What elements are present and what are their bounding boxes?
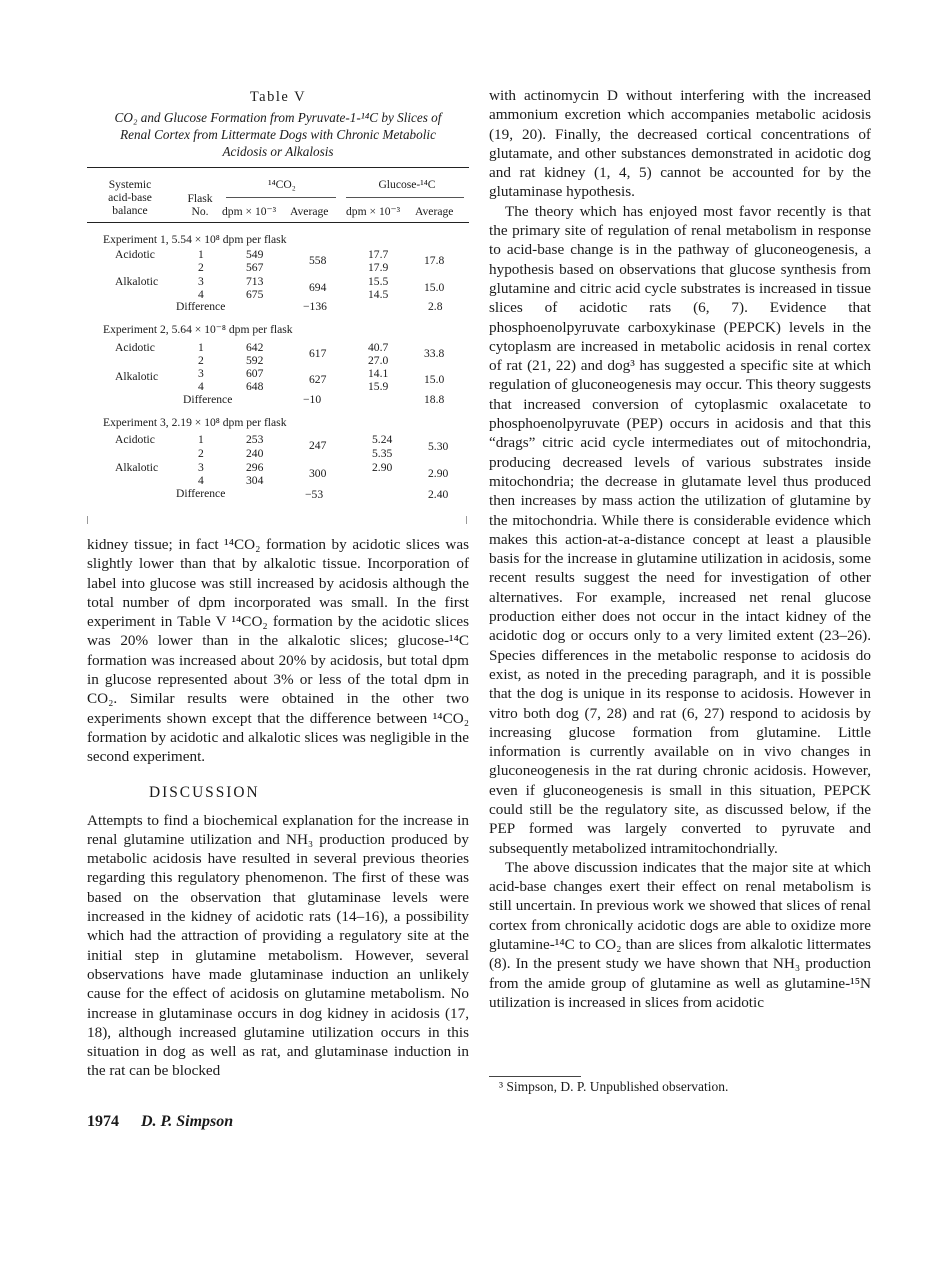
header-co2-rule: [226, 197, 336, 198]
difference-co2: −10: [303, 393, 322, 406]
footnote-rule: [489, 1076, 581, 1077]
paragraph: The theory which has enjoyed most favor recently is that the primary site of regulation of renal metabolism in response to acid-base change is in the pathway of gluconeogenesis, a hypothesis based on observations that glucose synthesis from glutamine and citric acid cycle substrates is increased in tissue slices of acidotic rats (6, 7). Evidence that phosphoenolpyruvate carboxykinase (PEPCK) levels in the cytoplasm are increased in metabolic acidosis in renal cortex of rat (21, 22) and dog³ has suggested a specific site at which regulation of gluconeogenesis may occur. This theory suggests that increased conversion of cytoplasmic oxalacetate to phosphoenolpyruvate (PEP) occurs in acidosis and that this “drags” citric acid cycle intermediates out of mitochondria, producing decreased levels of various substrates inside mitochondria; the decrease in glutamate level thus produced then increases by mass action the utilization of glutamine by the mitochondria. While there is considerable evidence which makes this action-at-a-distance concept at least a plausible basis for the increase in glutamine utilization in acidosis, some recent results suggest the need for investigation of other alternatives. For example, increased net renal glucose production either does not occur in the intact kidney of the acidotic dog or occurs only to a very limited extent (23–26). Species differences in the metabolic response to acidosis do exist, as noted in the preceding paragraph, and it is possible that the dog is unique in its response to acidosis. However in vitro both dog (7, 28) and rat (6, 27) respond to acidosis by increasing glucose formation from glutamine. Little information is currently available on in vivo changes in gluconeogenesis in the rat during chronic acidosis. However, even if gluconeogenesis is small in this situation, PEPCK could still be the regulatory site, as discussed below, if the PEP formed was largely converted to pyruvate and subsequently metabolized intramitochondrially.: [489, 202, 871, 857]
flask-no: 1: [198, 248, 204, 261]
co2-average: 247: [309, 439, 327, 452]
right-column: [489, 86, 871, 1012]
glucose-average: 15.0: [424, 281, 445, 294]
glucose-average: 15.0: [424, 373, 445, 386]
co2-value: 304: [246, 474, 264, 487]
header-no: No.: [191, 205, 209, 218]
glucose-value: 15.5: [368, 275, 389, 288]
flask-no: 4: [198, 380, 204, 393]
co2-average: 558: [309, 254, 327, 267]
difference-label: Difference: [176, 487, 226, 500]
co2-value: 607: [246, 367, 264, 380]
co2-value: 675: [246, 288, 264, 301]
discussion-paragraph: Attempts to find a biochemical explanation for the increase in renal glutamine utilization and NH₃ production produced by metabolic acidosis have resulted in several previous theories regarding this regulatory phenomenon. The first of these was based on the observation that glutaminase levels were increased in the kidney of acidotic rats (14–16), a possibility which had the attraction of providing a regulatory site at the initial step in glutamine metabolism. However, several observations have made glutaminase induction an unlikely cause for the effect of acidosis on glutamine metabolism. No increase in glutaminase occurs in dog kidney in acidosis (17, 18), although increased glutamine utilization occurs in this situation in dog as well as rat, and glutaminase induction in the rat can be blocked: [87, 811, 469, 1080]
glucose-value: 15.9: [368, 380, 389, 393]
flask-no: 3: [198, 367, 204, 380]
flask-no: 2: [198, 447, 204, 460]
co2-value: 549: [246, 248, 264, 261]
co2-value: 253: [246, 433, 264, 446]
glucose-value: 14.1: [368, 367, 389, 380]
table-title: Table V: [249, 89, 307, 105]
group-alkalotic: Alkalotic: [115, 275, 159, 288]
co2-value: 642: [246, 341, 264, 354]
group-acidotic: Acidotic: [115, 248, 155, 261]
co2-average: 617: [309, 347, 327, 360]
group-alkalotic: Alkalotic: [115, 461, 159, 474]
co2-value: 648: [246, 380, 264, 393]
results-paragraph: kidney tissue; in fact ¹⁴CO₂ formation by acidotic slices was slightly lower than that by alkalotic tissue. Incorporation of label into glucose was still increased by acidosis although the total number of dpm incorporated was small. In the first experiment in Table V ¹⁴CO₂ formation by the acidotic slices was 20% lower than in the alkalotic slices; glucose-¹⁴C formation was increased about 20% by acidosis, but total dpm in glucose represented about 3% or less of the total dpm in CO₂. Similar results were obtained in the other two experiments shown except that the difference between ¹⁴CO₂ formation by acidotic and alkalotic slices was negligible in the second experiment.: [87, 536, 469, 766]
experiment-label: Experiment 1, 5.54 × 10⁸ dpm per flask: [103, 233, 287, 246]
co2-average: 300: [309, 467, 327, 480]
header-flask: Flask: [187, 192, 213, 205]
header-balance: balance: [112, 204, 148, 217]
flask-no: 2: [198, 354, 204, 367]
co2-value: 713: [246, 275, 264, 288]
header-co2: ¹⁴CO₂: [268, 178, 296, 191]
glucose-value: 5.24: [372, 433, 393, 446]
glucose-value: 17.9: [368, 261, 389, 274]
page-number: 1974: [87, 1113, 119, 1130]
difference-glucose: 2.40: [428, 488, 449, 501]
co2-value: 567: [246, 261, 264, 274]
author-name: D. P. Simpson: [141, 1113, 234, 1130]
table-header-rule: [87, 222, 469, 223]
difference-glucose: 2.8: [428, 300, 443, 313]
difference-co2: −136: [303, 300, 327, 313]
header-dpm-co2: dpm × 10⁻³: [222, 205, 277, 218]
flask-no: 4: [198, 288, 204, 301]
glucose-value: 40.7: [368, 341, 389, 354]
footnote: ³ Simpson, D. P. Unpublished observation.: [499, 1079, 729, 1094]
flask-no: 3: [198, 461, 204, 474]
glucose-average: 2.90: [428, 467, 449, 480]
glucose-average: 33.8: [424, 347, 445, 360]
table-caption: CO₂ and Glucose Formation from Pyruvate-1-¹⁴C by Slices of Renal Cortex from Littermate Dogs with Chronic Metabolic Acidosis or Alkalosis: [114, 110, 442, 159]
header-average-glucose: Average: [415, 205, 454, 218]
header-glucose: Glucose-¹⁴C: [378, 178, 436, 191]
co2-value: 296: [246, 461, 264, 474]
glucose-value: 2.90: [372, 461, 393, 474]
flask-no: 2: [198, 261, 204, 274]
table-corner-mark: [466, 516, 467, 524]
glucose-average: 5.30: [428, 440, 449, 453]
footnote-area: [489, 1076, 728, 1095]
table-corner-mark: [87, 516, 88, 524]
paragraph: with actinomycin D without interfering with the increased ammonium excretion which accompanies metabolic acidosis (19, 20). Finally, the decreased cortical concentrations of glutamate, and other substances demonstrated in acidotic dog and rat kidney (1, 4, 5) cannot be accounted for by the glutaminase hypothesis.: [489, 87, 871, 201]
left-column: [87, 535, 469, 1081]
experiment-label: Experiment 2, 5.64 × 10⁻⁸ dpm per flask: [103, 323, 293, 336]
header-average-co2: Average: [290, 205, 329, 218]
flask-no: 3: [198, 275, 204, 288]
group-alkalotic: Alkalotic: [115, 370, 159, 383]
co2-value: 240: [246, 447, 264, 460]
paragraph: The above discussion indicates that the major site at which acid-base changes exert their effect on renal metabolism is still uncertain. In previous work we showed that slices of renal cortex from chronically acidotic dogs are able to oxidize more glutamine-¹⁴C to CO₂ than are slices from alkalotic littermates (8). In the present study we have shown that NH₃ production from the amide group of glutamine as well as glutamine-¹⁵N utilization is increased in slices from acidotic: [489, 858, 871, 1011]
flask-no: 1: [198, 433, 204, 446]
group-acidotic: Acidotic: [115, 341, 155, 354]
co2-average: 694: [309, 281, 327, 294]
table-top-rule: [87, 167, 469, 168]
difference-glucose: 18.8: [424, 393, 445, 406]
flask-no: 4: [198, 474, 204, 487]
discussion-heading: DISCUSSION: [149, 783, 260, 801]
flask-no: 1: [198, 341, 204, 354]
co2-average: 627: [309, 373, 327, 386]
glucose-value: 17.7: [368, 248, 389, 261]
difference-label: Difference: [183, 393, 233, 406]
header-glucose-rule: [346, 197, 464, 198]
header-acid-base: acid-base: [108, 191, 152, 204]
group-acidotic: Acidotic: [115, 433, 155, 446]
glucose-value: 5.35: [372, 447, 393, 460]
glucose-value: 27.0: [368, 354, 389, 367]
co2-value: 592: [246, 354, 264, 367]
header-systemic: Systemic: [108, 178, 152, 191]
difference-co2: −53: [305, 488, 324, 501]
glucose-average: 17.8: [424, 254, 445, 267]
difference-label: Difference: [176, 300, 226, 313]
header-dpm-glucose: dpm × 10⁻³: [346, 205, 401, 218]
glucose-value: 14.5: [368, 288, 389, 301]
experiment-label: Experiment 3, 2.19 × 10⁸ dpm per flask: [103, 416, 287, 429]
page-footer: [87, 1113, 233, 1131]
